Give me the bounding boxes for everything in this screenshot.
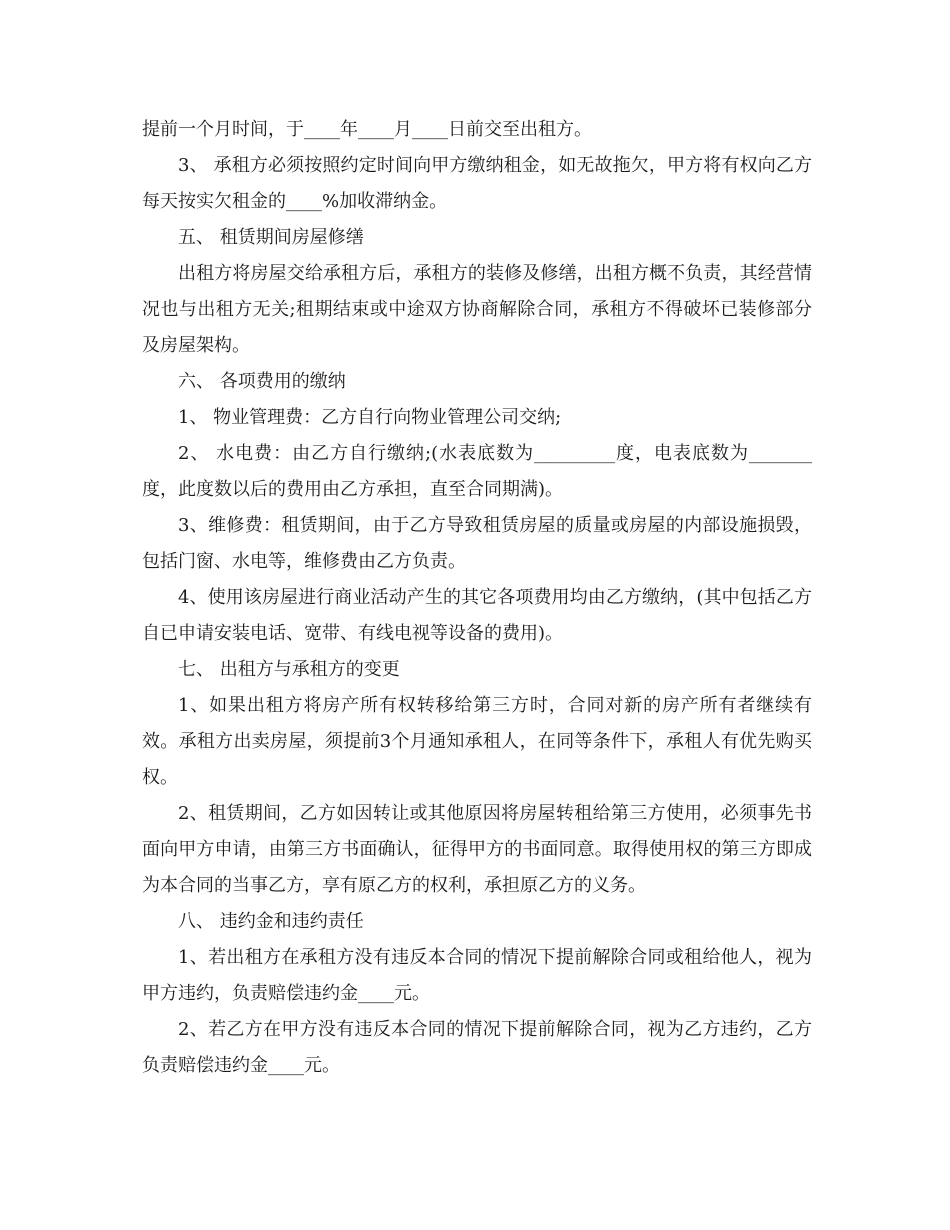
paragraph-ownership-transfer: 1、如果出租方将房产所有权转移给第三方时，合同对新的房产所有者继续有效。承租方出卖房屋，须提前3个月通知承租人，在同等条件下，承租人有优先购买权。 <box>142 695 812 788</box>
document-body <box>142 112 812 1084</box>
paragraph-lessor-breach: 1、若出租方在承租方没有违反本合同的情况下提前解除合同或租给他人，视为甲方违约，负责赔偿违约金____元。 <box>142 947 812 1004</box>
section-heading-fees: 六、 各项费用的缴纳 <box>178 371 346 392</box>
section-heading-breach: 八、 违约金和违约责任 <box>178 911 364 932</box>
paragraph-utility-fee: 2、 水电费：由乙方自行缴纳;(水表底数为_________度，电表底数为_______度，此度数以后的费用由乙方承担，直至合同期满)。 <box>142 443 812 500</box>
paragraph-maintenance-fee: 3、维修费：租赁期间，由于乙方导致租赁房屋的质量或房屋的内部设施损毁，包括门窗、水电等，维修费由乙方负责。 <box>142 515 812 572</box>
paragraph-repairs: 出租方将房屋交给承租方后，承租方的装修及修缮，出租方概不负责，其经营情况也与出租方无关;租期结束或中途双方协商解除合同，承租方不得破坏已装修部分及房屋架构。 <box>142 263 812 356</box>
paragraph-continuation: 提前一个月时间，于____年____月____日前交至出租方。 <box>142 119 592 140</box>
paragraph-lessee-breach: 2、若乙方在甲方没有违反本合同的情况下提前解除合同，视为乙方违约，乙方负责赔偿违约金____元。 <box>142 1019 812 1076</box>
paragraph-late-fee: 3、 承租方必须按照约定时间向甲方缴纳租金，如无故拖欠，甲方将有权向乙方每天按实欠租金的____%加收滞纳金。 <box>142 155 812 212</box>
section-heading-changes: 七、 出租方与承租方的变更 <box>178 659 400 680</box>
paragraph-property-fee: 1、 物业管理费：乙方自行向物业管理公司交纳; <box>178 407 562 428</box>
paragraph-other-fees: 4、使用该房屋进行商业活动产生的其它各项费用均由乙方缴纳，(其中包括乙方自已申请安装电话、宽带、有线电视等设备的费用)。 <box>142 587 812 644</box>
section-heading-repairs: 五、 租赁期间房屋修缮 <box>178 227 364 248</box>
paragraph-sublease: 2、租赁期间，乙方如因转让或其他原因将房屋转租给第三方使用，必须事先书面向甲方申请，由第三方书面确认，征得甲方的书面同意。取得使用权的第三方即成为本合同的当事乙方，享有原乙方的权利，承担原乙方的义务。 <box>142 803 812 896</box>
